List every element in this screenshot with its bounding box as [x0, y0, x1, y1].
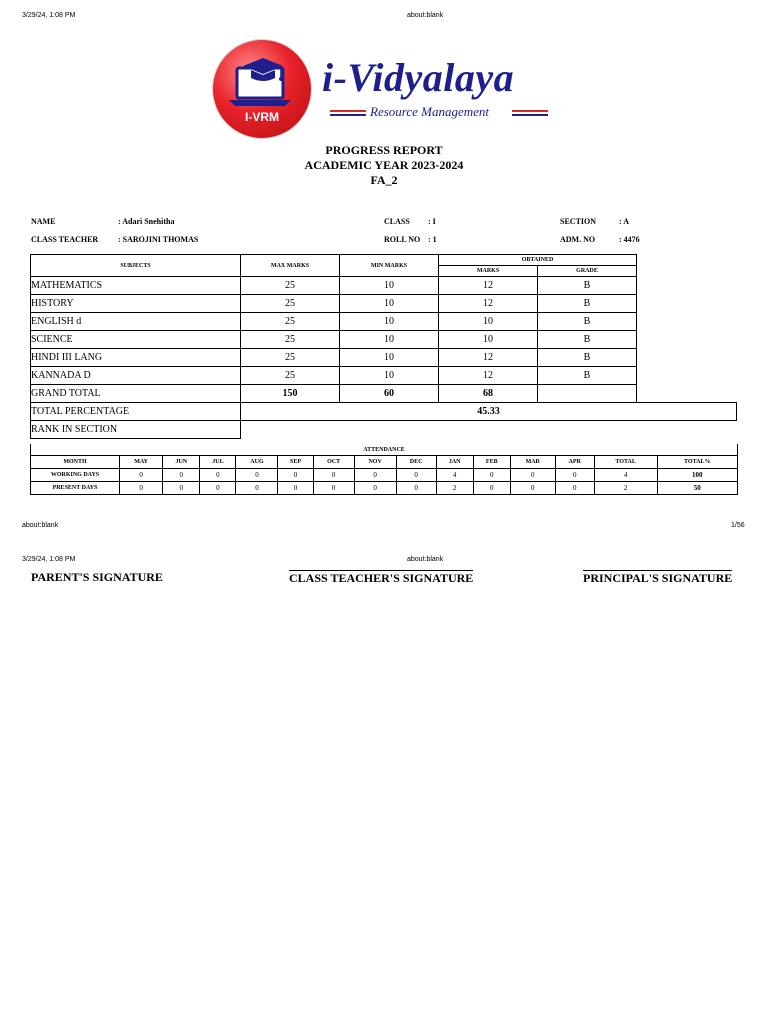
working-days-value: 0	[163, 469, 200, 482]
rank-label: RANK IN SECTION	[31, 421, 241, 439]
month-header: JUL	[200, 456, 236, 469]
brand-accent-bar-right	[512, 110, 548, 112]
subject-name: HINDI III LANG	[31, 349, 241, 367]
subject-obtained-marks: 12	[439, 349, 538, 367]
subject-row	[31, 331, 737, 349]
month-header: MAY	[120, 456, 163, 469]
print-timestamp: 3/29/24, 1:08 PM	[22, 12, 76, 19]
month-header: TOTAL	[594, 456, 657, 469]
min-marks-header: MIN MARKS	[340, 255, 439, 277]
subject-grade: B	[538, 295, 637, 313]
month-header: APR	[555, 456, 594, 469]
present-days-value: 50	[657, 482, 737, 495]
brand-name: i-Vidyalaya	[322, 55, 515, 100]
subject-grade: B	[538, 277, 637, 295]
subject-name: MATHEMATICS	[31, 277, 241, 295]
brand-accent-bar-left-2	[330, 114, 366, 116]
marks-header-row	[31, 255, 737, 266]
working-days-value: 0	[313, 469, 354, 482]
subject-name: KANNADA D	[31, 367, 241, 385]
subject-max-marks: 25	[241, 295, 340, 313]
present-days-value: 0	[120, 482, 163, 495]
working-days-value: 0	[354, 469, 396, 482]
print-page-count: 1/56	[731, 522, 745, 529]
subject-max-marks: 25	[241, 313, 340, 331]
present-days-value: 0	[510, 482, 555, 495]
month-label: MONTH	[31, 456, 120, 469]
subject-obtained-marks: 12	[439, 295, 538, 313]
working-days-value: 0	[236, 469, 278, 482]
subject-max-marks: 25	[241, 349, 340, 367]
present-days-value: 0	[473, 482, 510, 495]
present-days-value: 0	[278, 482, 313, 495]
principal-signature: PRINCIPAL'S SIGNATURE	[583, 571, 733, 585]
present-days-value: 0	[354, 482, 396, 495]
print-timestamp-page2: 3/29/24, 1:08 PM	[22, 556, 76, 563]
working-days-value: 0	[396, 469, 436, 482]
adm-label: ADM. NO	[560, 235, 596, 244]
working-days-value: 0	[555, 469, 594, 482]
total-percentage-value: 45.33	[241, 403, 737, 421]
month-header: DEC	[396, 456, 436, 469]
working-days-value: 4	[594, 469, 657, 482]
subject-row	[31, 313, 737, 331]
teacher-value: : SAROJINI THOMAS	[118, 235, 199, 244]
report-titles	[0, 143, 768, 188]
total-percentage-row	[31, 403, 737, 421]
subject-row	[31, 349, 737, 367]
month-header: OCT	[313, 456, 354, 469]
obtained-header: OBTAINED	[439, 255, 637, 266]
class-value: : I	[428, 217, 436, 226]
subjects-header: SUBJECTS	[31, 255, 241, 277]
present-days-value: 2	[436, 482, 473, 495]
subject-obtained-marks: 12	[439, 277, 538, 295]
present-days-label: PRESENT DAYS	[31, 482, 120, 495]
class-label: CLASS	[384, 217, 410, 226]
teacher-label: CLASS TEACHER	[31, 235, 99, 244]
attendance-months-row	[31, 456, 738, 469]
working-days-value: 0	[120, 469, 163, 482]
attendance-title: ATTENDANCE	[31, 444, 738, 456]
working-days-value: 0	[278, 469, 313, 482]
subject-grade: B	[538, 349, 637, 367]
roll-label: ROLL NO	[384, 235, 421, 244]
report-title: PROGRESS REPORT	[325, 143, 443, 157]
subject-name: SCIENCE	[31, 331, 241, 349]
grand-total-row	[31, 385, 737, 403]
brand-subtitle: Resource Management	[370, 104, 490, 119]
subject-grade: B	[538, 331, 637, 349]
working-days-value: 100	[657, 469, 737, 482]
present-days-value: 0	[200, 482, 236, 495]
grand-total-marks: 68	[439, 385, 538, 403]
roll-value: : 1	[428, 235, 437, 244]
subject-min-marks: 10	[340, 277, 439, 295]
exam-name: FA_2	[370, 173, 398, 187]
present-days-value: 0	[555, 482, 594, 495]
subject-grade: B	[538, 313, 637, 331]
month-header: SEP	[278, 456, 313, 469]
present-days-value: 0	[163, 482, 200, 495]
month-header: AUG	[236, 456, 278, 469]
subject-min-marks: 10	[340, 331, 439, 349]
working-days-value: 0	[200, 469, 236, 482]
subject-grade: B	[538, 367, 637, 385]
present-days-value: 0	[236, 482, 278, 495]
school-logo	[213, 40, 311, 138]
name-value: : Adari Snehitha	[118, 217, 175, 226]
working-days-value: 0	[510, 469, 555, 482]
present-days-value: 0	[396, 482, 436, 495]
subject-row	[31, 295, 737, 313]
present-days-row	[31, 482, 738, 495]
subject-obtained-marks: 12	[439, 367, 538, 385]
total-percentage-label: TOTAL PERCENTAGE	[31, 403, 241, 421]
month-header: NOV	[354, 456, 396, 469]
print-url-page2: about:blank	[407, 556, 444, 563]
working-days-label: WORKING DAYS	[31, 469, 120, 482]
name-label: NAME	[31, 217, 56, 226]
subject-name: ENGLISH d	[31, 313, 241, 331]
subject-min-marks: 10	[340, 295, 439, 313]
subject-max-marks: 25	[241, 331, 340, 349]
marks-subheader: MARKS	[439, 266, 538, 277]
parent-signature: PARENT'S SIGNATURE	[31, 570, 163, 584]
working-days-value: 0	[473, 469, 510, 482]
section-label: SECTION	[560, 217, 597, 226]
academic-year: ACADEMIC YEAR 2023-2024	[304, 158, 464, 172]
month-header: JAN	[436, 456, 473, 469]
subject-obtained-marks: 10	[439, 313, 538, 331]
month-header: TOTAL%	[657, 456, 737, 469]
marks-table	[30, 254, 737, 439]
month-header: FEB	[473, 456, 510, 469]
subject-row	[31, 367, 737, 385]
logo-badge-text: I-VRM	[245, 110, 279, 124]
brand-accent-bar-right-2	[512, 114, 548, 116]
subject-obtained-marks: 10	[439, 331, 538, 349]
subject-min-marks: 10	[340, 313, 439, 331]
section-value: : A	[619, 217, 629, 226]
print-footer-url: about:blank	[22, 522, 59, 529]
max-marks-header: MAX MARKS	[241, 255, 340, 277]
subject-max-marks: 25	[241, 367, 340, 385]
subject-name: HISTORY	[31, 295, 241, 313]
present-days-value: 2	[594, 482, 657, 495]
working-days-row	[31, 469, 738, 482]
grand-total-label: GRAND TOTAL	[31, 385, 241, 403]
adm-value: : 4476	[619, 235, 640, 244]
grade-subheader: GRADE	[538, 266, 637, 277]
subject-min-marks: 10	[340, 367, 439, 385]
subject-row	[31, 277, 737, 295]
working-days-value: 4	[436, 469, 473, 482]
month-header: MAR	[510, 456, 555, 469]
grand-total-max: 150	[241, 385, 340, 403]
subject-min-marks: 10	[340, 349, 439, 367]
month-header: JUN	[163, 456, 200, 469]
rank-row	[31, 421, 737, 439]
class-teacher-signature: CLASS TEACHER'S SIGNATURE	[289, 571, 474, 585]
brand-accent-bar-left	[330, 110, 366, 112]
attendance-table	[30, 444, 738, 495]
subject-max-marks: 25	[241, 277, 340, 295]
print-url: about:blank	[407, 12, 444, 19]
grand-total-min: 60	[340, 385, 439, 403]
present-days-value: 0	[313, 482, 354, 495]
